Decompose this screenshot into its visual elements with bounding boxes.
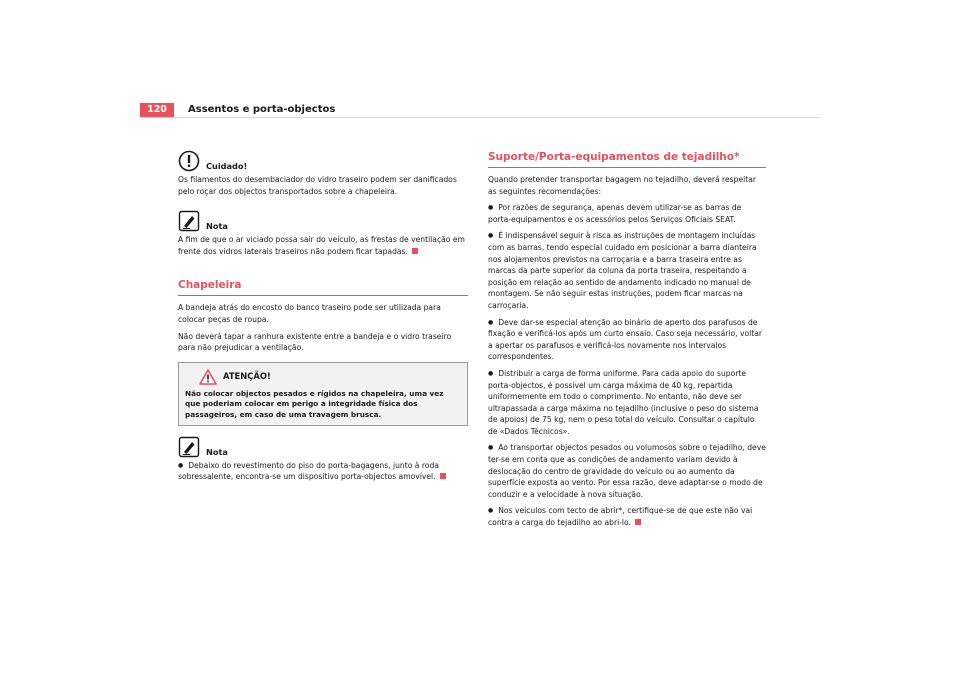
warning-heading bbox=[199, 367, 461, 387]
list-item: ● É indispensável seguir à risca as instruções de montagem incluídas com as barras, tendo especial cuidado em posicionar a barra dianteira nos alojamentos previstos na carroçaria e a barra traseira entre as marcas da parte superior da coluna da porta traseira, respeitando a posição em relação ao sentido de andamento indicado no manual de montagem. Se não seguir estas instruções, podem ficar marcas na carroçaria. bbox=[488, 230, 766, 311]
paragraph: Não deverá tapar a ranhura existente entre a bandeja e o vidro traseiro para não prejudicar a ventilação. bbox=[178, 331, 452, 353]
running-title: Assentos e porta-objectos bbox=[188, 104, 336, 115]
note-heading bbox=[178, 436, 468, 458]
caution-label: Cuidado! bbox=[206, 161, 248, 171]
page-number: 120 bbox=[140, 103, 174, 117]
paragraph: A bandeja atrás do encosto do banco traseiro pode ser utilizada para colocar peças de roupa. bbox=[178, 303, 441, 324]
note-heading bbox=[178, 210, 468, 232]
paragraph: Quando pretender transportar bagagem no tejadilho, deverá respeitar as seguintes recomendações: bbox=[488, 175, 756, 196]
warning-text: Não colocar objectos pesados e rígidos na chapeleira, uma vez que poderiam colocar em perigo a integridade física dos passageiros, em caso de uma travagem brusca. bbox=[185, 388, 444, 419]
list-item: ● Nos veículos com tecto de abrir*, certifique-se de que este não vai contra a carga do tejadilho ao abri-lo. bbox=[488, 505, 766, 528]
note-icon bbox=[178, 210, 200, 232]
caution-heading bbox=[178, 150, 468, 172]
list-item: ● Ao transportar objectos pesados ou volumosos sobre o tejadilho, deve ter-se em conta que as condições de andamento variam devido à deslocação do centro de gravidade do veículo ou ao aumento da superfície exposta ao vento. Por essa razão, deve adaptar-se o modo de conduzir e a velocidade à nova situação. bbox=[488, 442, 766, 500]
section-title-roof-rack: Suporte/Porta-equipamentos de tejadilho* bbox=[488, 150, 766, 168]
note-label: Nota bbox=[206, 446, 228, 457]
list-item: ● Debaixo do revestimento do piso do porta-bagagens, junto à roda sobressalente, encontra-se um dispositivo porta-objectos amovível. bbox=[178, 460, 468, 483]
caution-text: Os filamentos do desembaciador do vidro traseiro podem ser danificados pelo roçar dos objectos transportados sobre a chapeleira. bbox=[178, 175, 457, 196]
note-text: A fim de que o ar viciado possa sair do veículo, as frestas de ventilação em frente dos vidros laterais traseiros não podem ficar tapadas. bbox=[178, 235, 465, 256]
end-of-section-icon bbox=[412, 248, 418, 254]
note-icon bbox=[178, 436, 200, 458]
warning-label: ATENÇÃO! bbox=[223, 370, 271, 381]
warning-triangle-icon bbox=[199, 369, 217, 385]
caution-icon bbox=[178, 150, 200, 172]
left-column bbox=[178, 150, 468, 488]
end-of-section-icon bbox=[440, 473, 446, 479]
section-title-chapeleira: Chapeleira bbox=[178, 278, 468, 296]
header-divider bbox=[140, 117, 820, 118]
end-of-section-icon bbox=[635, 519, 641, 525]
list-item: ● Deve dar-se especial atenção ao binário de aperto dos parafusos de fixação e verificá-los após um curto ensaio. Caso seja necessário, voltar a apertar os parafusos e verificá-los novamente nos intervalos correspondentes. bbox=[488, 317, 766, 363]
list-item: ● Por razões de segurança, apenas devem utilizar-se as barras de porta-equipamentos e os acessórios pelos Serviços Oficiais SEAT. bbox=[488, 202, 766, 225]
right-column bbox=[488, 150, 766, 534]
note-label: Nota bbox=[206, 221, 228, 232]
warning-box bbox=[178, 362, 468, 426]
list-item: ● Distribuir a carga de forma uniforme. Para cada apoio do suporte porta-objectos, é possível um carga máxima de 40 kg, repartida uniformemente em todo o comprimento. No entanto, não deve ser ultrapassada a carga máxima no tejadilho (inclusive o peso do sistema de apoios) de 75 kg, nem o peso total do veículo. Consultar o capítulo de «Dados Técnicos». bbox=[488, 368, 766, 438]
